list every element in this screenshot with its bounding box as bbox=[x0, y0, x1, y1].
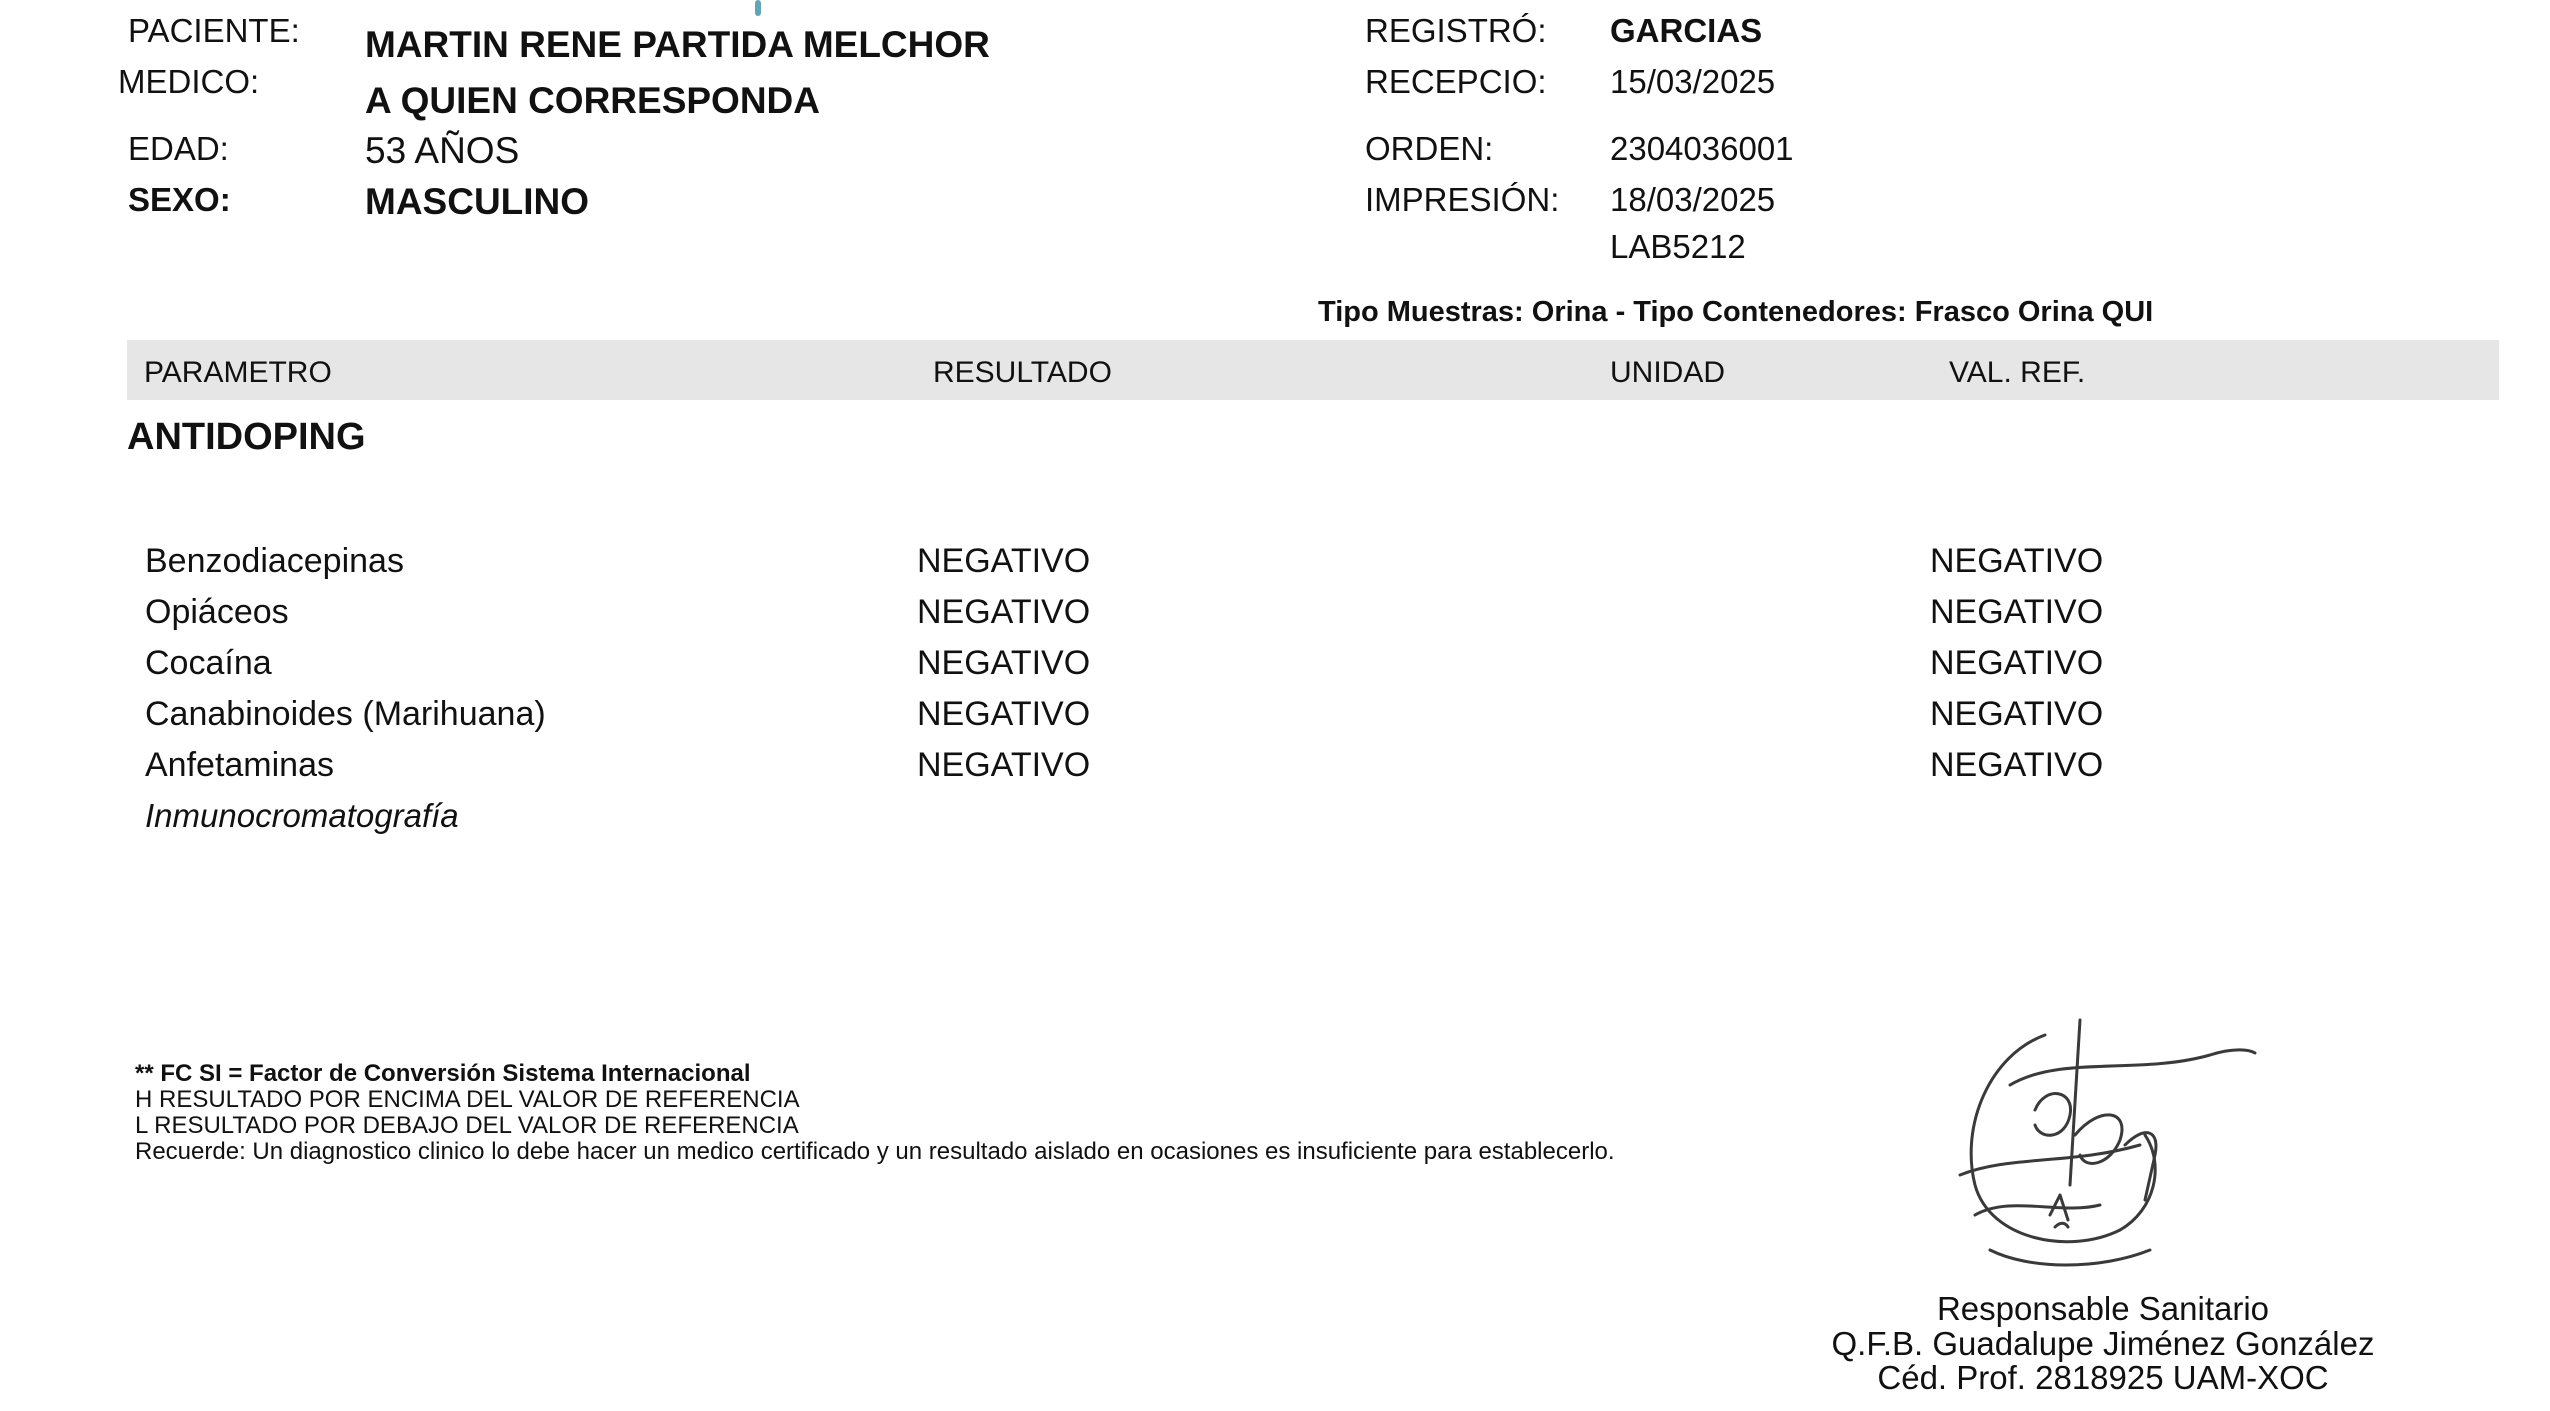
row-parametro: Anfetaminas bbox=[145, 746, 334, 784]
paciente-value: MARTIN RENE PARTIDA MELCHOR bbox=[365, 24, 990, 65]
row-resultado: NEGATIVO bbox=[917, 644, 1091, 682]
section-title: ANTIDOPING bbox=[127, 416, 366, 458]
footnote-l: L RESULTADO POR DEBAJO DEL VALOR DE REFERENCIA bbox=[135, 1112, 799, 1139]
row-parametro: Cocaína bbox=[145, 644, 272, 682]
medico-label: MEDICO: bbox=[118, 63, 260, 100]
signature-title: Responsable Sanitario bbox=[1936, 1290, 2270, 1327]
registro-label: REGISTRÓ: bbox=[1365, 12, 1547, 49]
paciente-label: PACIENTE: bbox=[128, 12, 300, 49]
medico-value: A QUIEN CORRESPONDA bbox=[365, 80, 821, 121]
row-val-ref: NEGATIVO bbox=[1930, 593, 2104, 631]
edad-label: EDAD: bbox=[128, 130, 229, 167]
orden-value: 2304036001 bbox=[1610, 130, 1794, 167]
logo-fragment bbox=[755, 0, 761, 16]
handwritten-signature bbox=[1950, 1015, 2260, 1285]
header-parametro: PARAMETRO bbox=[144, 356, 332, 389]
signature-name: Q.F.B. Guadalupe Jiménez González bbox=[1831, 1325, 2375, 1362]
row-parametro: Canabinoides (Marihuana) bbox=[145, 695, 546, 733]
results-table-header bbox=[127, 340, 2499, 400]
impresion-value: 18/03/2025 bbox=[1610, 181, 1776, 218]
edad-value: 53 AÑOS bbox=[365, 130, 520, 171]
sexo-label: SEXO: bbox=[128, 181, 231, 218]
signature-cedula: Céd. Prof. 2818925 UAM-XOC bbox=[1877, 1359, 2329, 1396]
footnote-recuerde: Recuerde: Un diagnostico clinico lo debe hacer un medico certificado y un resultado aislado en ocasiones es insuficiente para establecerlo. bbox=[135, 1138, 1615, 1165]
impresion-label: IMPRESIÓN: bbox=[1365, 181, 1560, 218]
row-resultado: NEGATIVO bbox=[917, 746, 1091, 784]
footnote-fc-si: ** FC SI = Factor de Conversión Sistema Internacional bbox=[135, 1060, 751, 1087]
header-resultado: RESULTADO bbox=[933, 356, 1112, 389]
sexo-value: MASCULINO bbox=[365, 181, 590, 222]
row-parametro: Opiáceos bbox=[145, 593, 289, 631]
header-val-ref: VAL. REF. bbox=[1949, 356, 2086, 389]
row-val-ref: NEGATIVO bbox=[1930, 695, 2104, 733]
recepcio-value: 15/03/2025 bbox=[1610, 63, 1776, 100]
row-val-ref: NEGATIVO bbox=[1930, 644, 2104, 682]
header-unidad: UNIDAD bbox=[1610, 356, 1726, 389]
footnote-h: H RESULTADO POR ENCIMA DEL VALOR DE REFERENCIA bbox=[135, 1086, 800, 1113]
row-parametro: Benzodiacepinas bbox=[145, 542, 404, 580]
method-label: Inmunocromatografía bbox=[145, 797, 459, 834]
row-val-ref: NEGATIVO bbox=[1930, 542, 2104, 580]
lab-code: LAB5212 bbox=[1610, 228, 1746, 265]
footnotes bbox=[135, 1061, 1615, 1165]
orden-label: ORDEN: bbox=[1365, 130, 1494, 167]
row-val-ref: NEGATIVO bbox=[1930, 746, 2104, 784]
row-resultado: NEGATIVO bbox=[917, 593, 1091, 631]
registro-value: GARCIAS bbox=[1610, 12, 1763, 49]
row-resultado: NEGATIVO bbox=[917, 695, 1091, 733]
row-resultado: NEGATIVO bbox=[917, 542, 1091, 580]
recepcio-label: RECEPCIO: bbox=[1365, 63, 1547, 100]
sample-info: Tipo Muestras: Orina - Tipo Contenedores: Frasco Orina QUI bbox=[1318, 296, 2154, 328]
